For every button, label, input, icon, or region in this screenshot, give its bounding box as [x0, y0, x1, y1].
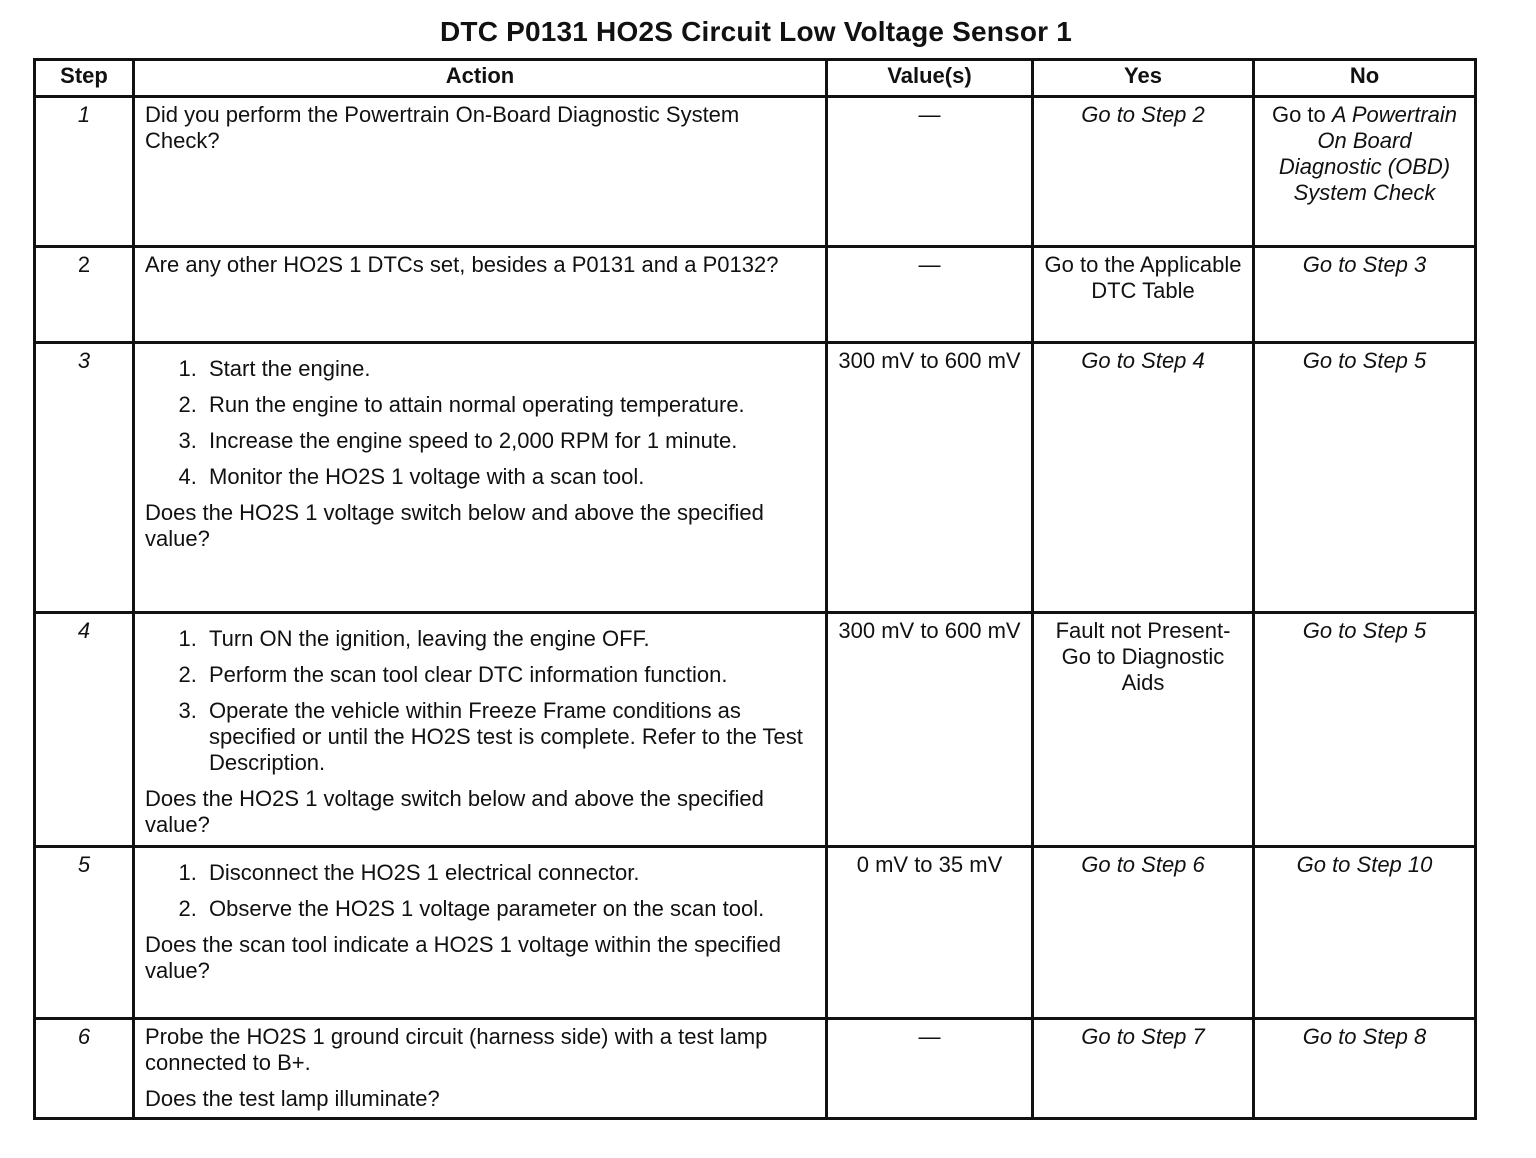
value-cell: 0 mV to 35 mV [827, 847, 1033, 1019]
no-cell [1254, 97, 1476, 247]
header-no: No [1254, 60, 1476, 97]
table-header-row [35, 60, 1476, 97]
value-cell: 300 mV to 600 mV [827, 613, 1033, 847]
table-row [35, 343, 1476, 613]
value-cell: 300 mV to 600 mV [827, 343, 1033, 613]
action-text: Probe the HO2S 1 ground circuit (harness side) with a test lamp connected to B+. [145, 1024, 768, 1075]
no-reference: A Powertrain On Board Diagnostic (OBD) System Check [1278, 102, 1458, 205]
procedure-item: 4. Monitor the HO2S 1 voltage with a scan tool. [203, 464, 815, 490]
procedure-list [145, 626, 815, 776]
no-cell: Go to Step 10 [1254, 847, 1476, 1019]
yes-cell: Go to Step 6 [1033, 847, 1254, 1019]
step-number: 5 [35, 847, 134, 1019]
action-question: Does the test lamp illuminate? [145, 1086, 440, 1111]
action-cell [134, 847, 827, 1019]
procedure-item: 2. Observe the HO2S 1 voltage parameter on the scan tool. [203, 896, 815, 922]
yes-cell: Go to Step 2 [1033, 97, 1254, 247]
table-row [35, 247, 1476, 343]
procedure-item: 1. Turn ON the ignition, leaving the engine OFF. [203, 626, 815, 652]
yes-cell: Go to Step 7 [1033, 1019, 1254, 1119]
yes-cell: Fault not Present-Go to Diagnostic Aids [1033, 613, 1254, 847]
action-question: Does the scan tool indicate a HO2S 1 voltage within the specified value? [145, 932, 781, 983]
table-row [35, 613, 1476, 847]
no-cell: Go to Step 3 [1254, 247, 1476, 343]
step-number: 1 [35, 97, 134, 247]
yes-cell: Go to Step 4 [1033, 343, 1254, 613]
procedure-item: 3. Operate the vehicle within Freeze Frame conditions as specified or until the HO2S test is complete. Refer to the Test Description. [203, 698, 815, 776]
table-row [35, 847, 1476, 1019]
step-number: 3 [35, 343, 134, 613]
header-values: Value(s) [827, 60, 1033, 97]
value-cell: — [827, 1019, 1033, 1119]
header-yes: Yes [1033, 60, 1254, 97]
table-row [35, 97, 1476, 247]
procedure-list [145, 356, 815, 490]
no-cell: Go to Step 5 [1254, 343, 1476, 613]
action-cell: Are any other HO2S 1 DTCs set, besides a P0131 and a P0132? [134, 247, 827, 343]
procedure-item: 1. Start the engine. [203, 356, 815, 382]
action-cell [134, 1019, 827, 1119]
step-number: 2 [35, 247, 134, 343]
procedure-item: 1. Disconnect the HO2S 1 electrical connector. [203, 860, 815, 886]
procedure-list [145, 860, 815, 922]
action-cell: Did you perform the Powertrain On-Board Diagnostic System Check? [134, 97, 827, 247]
no-cell: Go to Step 5 [1254, 613, 1476, 847]
header-action: Action [134, 60, 827, 97]
header-step: Step [35, 60, 134, 97]
no-prefix: Go to [1271, 102, 1326, 127]
procedure-item: 2. Run the engine to attain normal operating temperature. [203, 392, 815, 418]
action-spacer [145, 1076, 815, 1086]
value-cell: — [827, 97, 1033, 247]
no-cell: Go to Step 8 [1254, 1019, 1476, 1119]
step-number: 4 [35, 613, 134, 847]
value-cell: — [827, 247, 1033, 343]
procedure-item: 2. Perform the scan tool clear DTC information function. [203, 662, 815, 688]
page-title: DTC P0131 HO2S Circuit Low Voltage Sensor 1 [439, 16, 1073, 47]
action-question: Does the HO2S 1 voltage switch below and above the specified value? [145, 786, 764, 837]
table-row [35, 1019, 1476, 1119]
action-cell [134, 343, 827, 613]
diagnostic-table [33, 58, 1477, 1120]
action-cell [134, 613, 827, 847]
action-question: Does the HO2S 1 voltage switch below and above the specified value? [145, 500, 764, 551]
yes-cell: Go to the Applicable DTC Table [1033, 247, 1254, 343]
procedure-item: 3. Increase the engine speed to 2,000 RPM for 1 minute. [203, 428, 815, 454]
step-number: 6 [35, 1019, 134, 1119]
